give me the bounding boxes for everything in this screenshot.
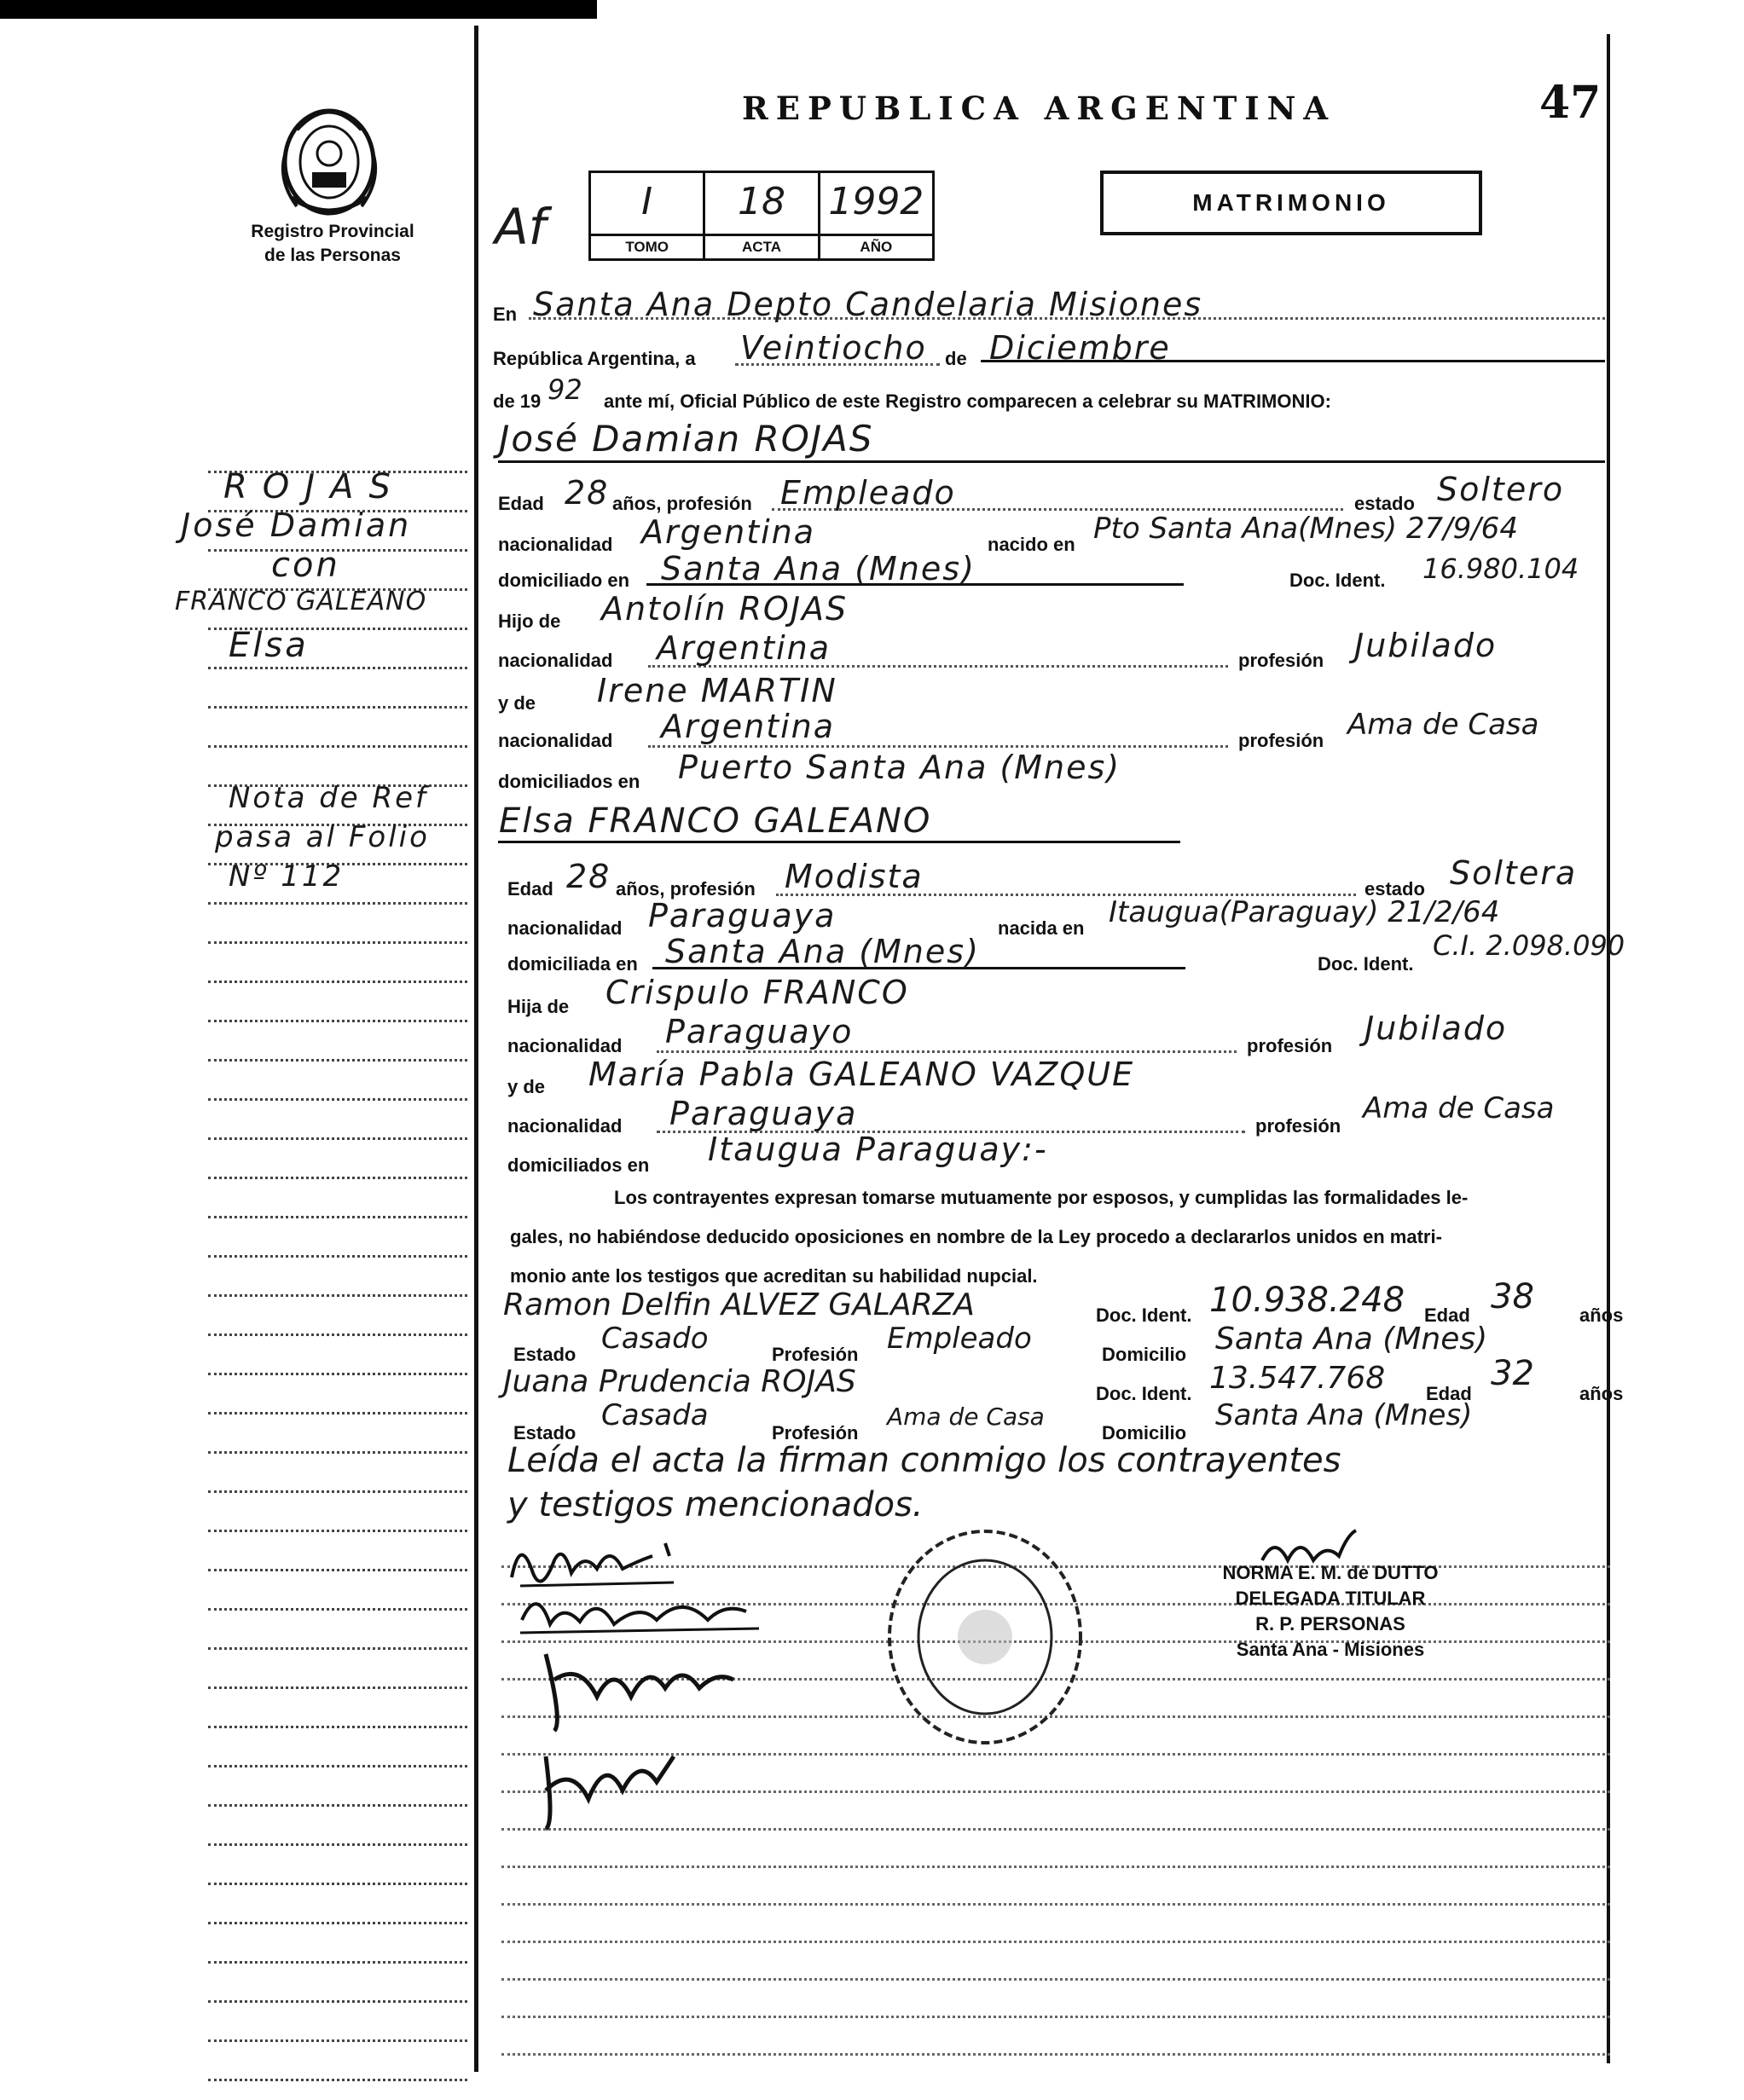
witness1-age: 38: [1491, 1277, 1534, 1316]
witness1-profesion-label: Profesión: [772, 1344, 859, 1365]
witness1-edad-label: Edad: [1424, 1305, 1470, 1326]
bride-father-nat-line: [657, 1050, 1237, 1053]
de-label: de: [945, 348, 967, 369]
bride-father: Crispulo FRANCO: [605, 974, 909, 1011]
groom-address: Santa Ana (Mnes): [661, 550, 976, 587]
registry-line2: de las Personas: [264, 246, 401, 265]
note-line-2: pasa al Folio: [215, 820, 430, 854]
tomo-label: TOMO: [591, 234, 703, 258]
witness1-domicilio: Santa Ana (Mnes): [1215, 1322, 1488, 1357]
sidebar-rule: [208, 1804, 467, 1807]
page-number: 47: [1539, 77, 1602, 129]
groom-estado-label: estado: [1354, 493, 1415, 514]
day-value: Veintiocho: [740, 329, 927, 367]
act-type-box: MATRIMONIO: [1100, 171, 1482, 235]
sidebar-rule: [208, 902, 467, 905]
bride-nacida-label: nacida en: [998, 917, 1085, 939]
sidebar-rule: [208, 2039, 467, 2042]
sidebar-rule: [208, 1333, 467, 1336]
groom-father-prof: Jubilado: [1354, 627, 1498, 664]
witness2-profession: Ama de Casa: [887, 1403, 1045, 1431]
groom-mother-nat-line: [648, 745, 1228, 748]
year-suffix: 92: [548, 373, 582, 406]
officer-office: R. P. PERSONAS: [1255, 1613, 1405, 1634]
bride-domiciliada-label: domiciliada en: [507, 953, 638, 975]
officer-name: NORMA E. M. de DUTTO: [1222, 1562, 1439, 1583]
registry-name: [213, 220, 452, 268]
groom-mother: Irene MARTIN: [597, 672, 837, 709]
witness1-anos-label: años: [1579, 1305, 1624, 1326]
declaration-line-2: gales, no habiéndose deducido oposiciones en nombre de la Ley procedo a declararlos unidos en matri-: [510, 1226, 1442, 1247]
sidebar-rule: [208, 1098, 467, 1101]
witness2-name: Juana Prudencia ROJAS: [503, 1364, 856, 1399]
groom-mother-nat: Argentina: [661, 708, 836, 745]
sidebar-rule: [208, 1530, 467, 1532]
acta-cell: [705, 173, 820, 258]
body-rule: [501, 1903, 1610, 1906]
groom-doc: 16.980.104: [1422, 552, 1579, 585]
sidebar-rule: [208, 1686, 467, 1689]
sidebar-rule: [208, 1490, 467, 1493]
groom-y-de-label: y de: [498, 692, 536, 714]
sidebar-rule: [208, 1177, 467, 1179]
sidebar-rule: [208, 2000, 467, 2003]
bride-doc-label: Doc. Ident.: [1318, 953, 1414, 975]
groom-mother-prof: Ama de Casa: [1347, 708, 1539, 742]
sidebar-rule: [208, 1059, 467, 1062]
bride-father-nat-label: nacionalidad: [507, 1035, 623, 1056]
groom-edad-label: Edad: [498, 493, 544, 514]
margin-con: con: [271, 546, 340, 585]
bride-mother-prof-label: profesión: [1255, 1115, 1341, 1137]
bride-parents-dom-label: domiciliados en: [507, 1154, 650, 1176]
registry-reference-box: [588, 171, 935, 261]
bride-mother: María Pabla GALEANO VAZQUE: [588, 1056, 1135, 1093]
bride-edad-label: Edad: [507, 878, 553, 900]
en-label: En: [493, 304, 518, 325]
hijo-de-label: Hijo de: [498, 610, 561, 632]
sidebar-rule: [208, 1373, 467, 1375]
groom-name-line: [498, 460, 1605, 463]
sidebar-rule: [208, 1020, 467, 1022]
groom-father-nat-label: nacionalidad: [498, 650, 613, 671]
clerk-initials: Af: [495, 198, 547, 256]
tomo-cell: [591, 173, 705, 258]
bride-nationality: Paraguaya: [648, 897, 837, 934]
bride-father-prof: Jubilado: [1364, 1010, 1508, 1047]
witness2-profesion-label: Profesión: [772, 1422, 859, 1443]
acta-value: 18: [737, 180, 785, 223]
sidebar-rule: [208, 981, 467, 983]
witness1-doc-label: Doc. Ident.: [1096, 1305, 1192, 1326]
bride-y-de-label: y de: [507, 1076, 546, 1097]
witness2-doc-label: Doc. Ident.: [1096, 1383, 1192, 1404]
groom-parents-dom-label: domiciliados en: [498, 771, 640, 792]
bride-signature: [512, 1586, 785, 1654]
year-prefix: de 19: [493, 390, 542, 412]
margin-bride-name: Elsa: [229, 626, 309, 665]
officer-block: [1177, 1560, 1484, 1663]
bride-profession: Modista: [785, 858, 924, 895]
bride-mother-nat: Paraguaya: [669, 1095, 858, 1132]
sidebar-rule: [208, 1451, 467, 1454]
sidebar-rule: [208, 1883, 467, 1885]
sidebar-rule: [208, 1137, 467, 1140]
groom-birth: Pto Santa Ana(Mnes) 27/9/64: [1093, 512, 1518, 546]
groom-full-name: José Damian ROJAS: [499, 418, 874, 460]
sidebar-rule: [208, 1843, 467, 1846]
place-value: Santa Ana Depto Candelaria Misiones: [533, 286, 1203, 323]
groom-nationality: Argentina: [641, 513, 816, 551]
bride-full-name: Elsa FRANCO GALEANO: [499, 801, 932, 841]
scan-edge-bar: [0, 0, 597, 19]
bride-parents-address: Itaugua Paraguay:-: [708, 1131, 1048, 1168]
body-rule: [501, 1978, 1610, 1981]
witness2-doc: 13.547.768: [1209, 1361, 1386, 1396]
officer-title: DELEGADA TITULAR: [1235, 1588, 1426, 1609]
sidebar-rule: [208, 1922, 467, 1924]
witness1-estado-label: Estado: [513, 1344, 577, 1365]
sidebar-rule: [208, 1961, 467, 1964]
sidebar-rule: [208, 706, 467, 709]
bride-father-prof-label: profesión: [1247, 1035, 1333, 1056]
witness1-name: Ramon Delfin ALVEZ GALARZA: [503, 1287, 975, 1322]
sidebar-rule: [208, 1294, 467, 1297]
declaration-line-1: Los contrayentes expresan tomarse mutuamente por esposos, y cumplidas las formalidades le-: [614, 1187, 1469, 1208]
body-rule: [501, 2053, 1610, 2056]
groom-nacionalidad-label: nacionalidad: [498, 534, 613, 555]
sidebar-rule: [208, 1216, 467, 1218]
witness2-age: 32: [1491, 1354, 1534, 1393]
sidebar-rule: [208, 1412, 467, 1414]
groom-mother-nat-label: nacionalidad: [498, 730, 613, 751]
bride-estado-label: estado: [1364, 878, 1425, 900]
body-rule: [501, 1941, 1610, 1943]
bride-mother-nat-label: nacionalidad: [507, 1115, 623, 1137]
witness1-domicilio-label: Domicilio: [1102, 1344, 1187, 1365]
bride-name-line: [498, 841, 1180, 843]
witness2-domicilio: Santa Ana (Mnes): [1215, 1398, 1473, 1432]
body-rule: [501, 1866, 1610, 1868]
officer-location: Santa Ana - Misiones: [1236, 1639, 1425, 1660]
groom-profession: Empleado: [780, 474, 956, 512]
sidebar-rule: [208, 1569, 467, 1571]
bride-age: 28: [566, 858, 611, 895]
groom-domiciliado-label: domiciliado en: [498, 570, 630, 591]
note-line-3: Nº 112: [229, 859, 345, 894]
closing-line-1: Leída el acta la firman conmigo los contrayentes: [507, 1441, 1341, 1480]
witness2-estado-label: Estado: [513, 1422, 577, 1443]
note-line-1: Nota de Ref: [229, 781, 429, 815]
groom-profesion-label: años, profesión: [612, 493, 752, 514]
witness1-profession: Empleado: [887, 1322, 1032, 1356]
month-value: Diciembre: [989, 329, 1171, 367]
bride-estado: Soltera: [1450, 854, 1578, 892]
bride-father-nat: Paraguayo: [665, 1013, 854, 1050]
bride-profesion-label: años, profesión: [616, 878, 756, 900]
acta-label: ACTA: [705, 234, 817, 258]
country-title: REPUBLICA ARGENTINA: [742, 90, 1336, 127]
bride-address: Santa Ana (Mnes): [665, 933, 980, 970]
sidebar-rule: [208, 1255, 467, 1258]
margin-given-name: José Damian: [181, 506, 412, 544]
right-border-line: [1607, 34, 1610, 2063]
groom-father-prof-label: profesión: [1238, 650, 1324, 671]
provincial-seal-icon: [271, 95, 387, 223]
witness2-anos-label: años: [1579, 1383, 1624, 1404]
groom-estado: Soltero: [1437, 471, 1565, 508]
bride-nacionalidad-label: nacionalidad: [507, 917, 623, 939]
hija-de-label: Hija de: [507, 996, 570, 1017]
groom-father-nat: Argentina: [657, 629, 831, 667]
bride-mother-prof: Ama de Casa: [1363, 1091, 1555, 1125]
sidebar-rule: [208, 1647, 467, 1650]
groom-mother-prof-label: profesión: [1238, 730, 1324, 751]
body-rule: [501, 2016, 1610, 2018]
witness2-domicilio-label: Domicilio: [1102, 1422, 1187, 1443]
groom-doc-label: Doc. Ident.: [1289, 570, 1386, 591]
ano-value: 1992: [828, 180, 924, 223]
witness2-estado: Casada: [601, 1398, 709, 1432]
witness1-signature: [529, 1646, 750, 1739]
margin-surname: ROJAS: [223, 467, 406, 506]
closing-line-2: y testigos mencionados.: [507, 1485, 924, 1524]
bride-doc: C.I. 2.098.090: [1433, 929, 1625, 962]
official-stamp: [883, 1526, 1087, 1748]
groom-age: 28: [565, 474, 610, 512]
sidebar-rule: [208, 1608, 467, 1611]
tomo-value: I: [641, 180, 653, 223]
groom-parents-address: Puerto Santa Ana (Mnes): [678, 749, 1121, 786]
sidebar-rule: [208, 1726, 467, 1728]
declaration-line-3: monio ante los testigos que acreditan su habilidad nupcial.: [510, 1265, 1038, 1287]
witness1-estado: Casado: [601, 1322, 709, 1356]
sidebar-rule: [208, 745, 467, 748]
sidebar-rule: [208, 2079, 467, 2081]
margin-divider-line: [474, 26, 478, 2072]
groom-nacido-label: nacido en: [988, 534, 1075, 555]
margin-bride-surname: FRANCO GALEANO: [175, 587, 427, 616]
republica-label: República Argentina, a: [493, 348, 696, 369]
witness2-edad-label: Edad: [1426, 1383, 1472, 1404]
sidebar-rule: [208, 941, 467, 944]
ante-statement: ante mí, Oficial Público de este Registro comparecen a celebrar su MATRIMONIO:: [604, 390, 1331, 412]
witness1-doc: 10.938.248: [1209, 1281, 1405, 1320]
ano-cell: [820, 173, 932, 258]
sidebar-rule: [208, 667, 467, 669]
ano-label: AÑO: [820, 234, 932, 258]
sidebar-rule: [208, 1765, 467, 1767]
bride-birth: Itaugua(Paraguay) 21/2/64: [1109, 895, 1500, 929]
groom-father: Antolín ROJAS: [601, 590, 849, 628]
registry-line1: Registro Provincial: [251, 222, 414, 241]
witness2-signature: [529, 1739, 699, 1833]
